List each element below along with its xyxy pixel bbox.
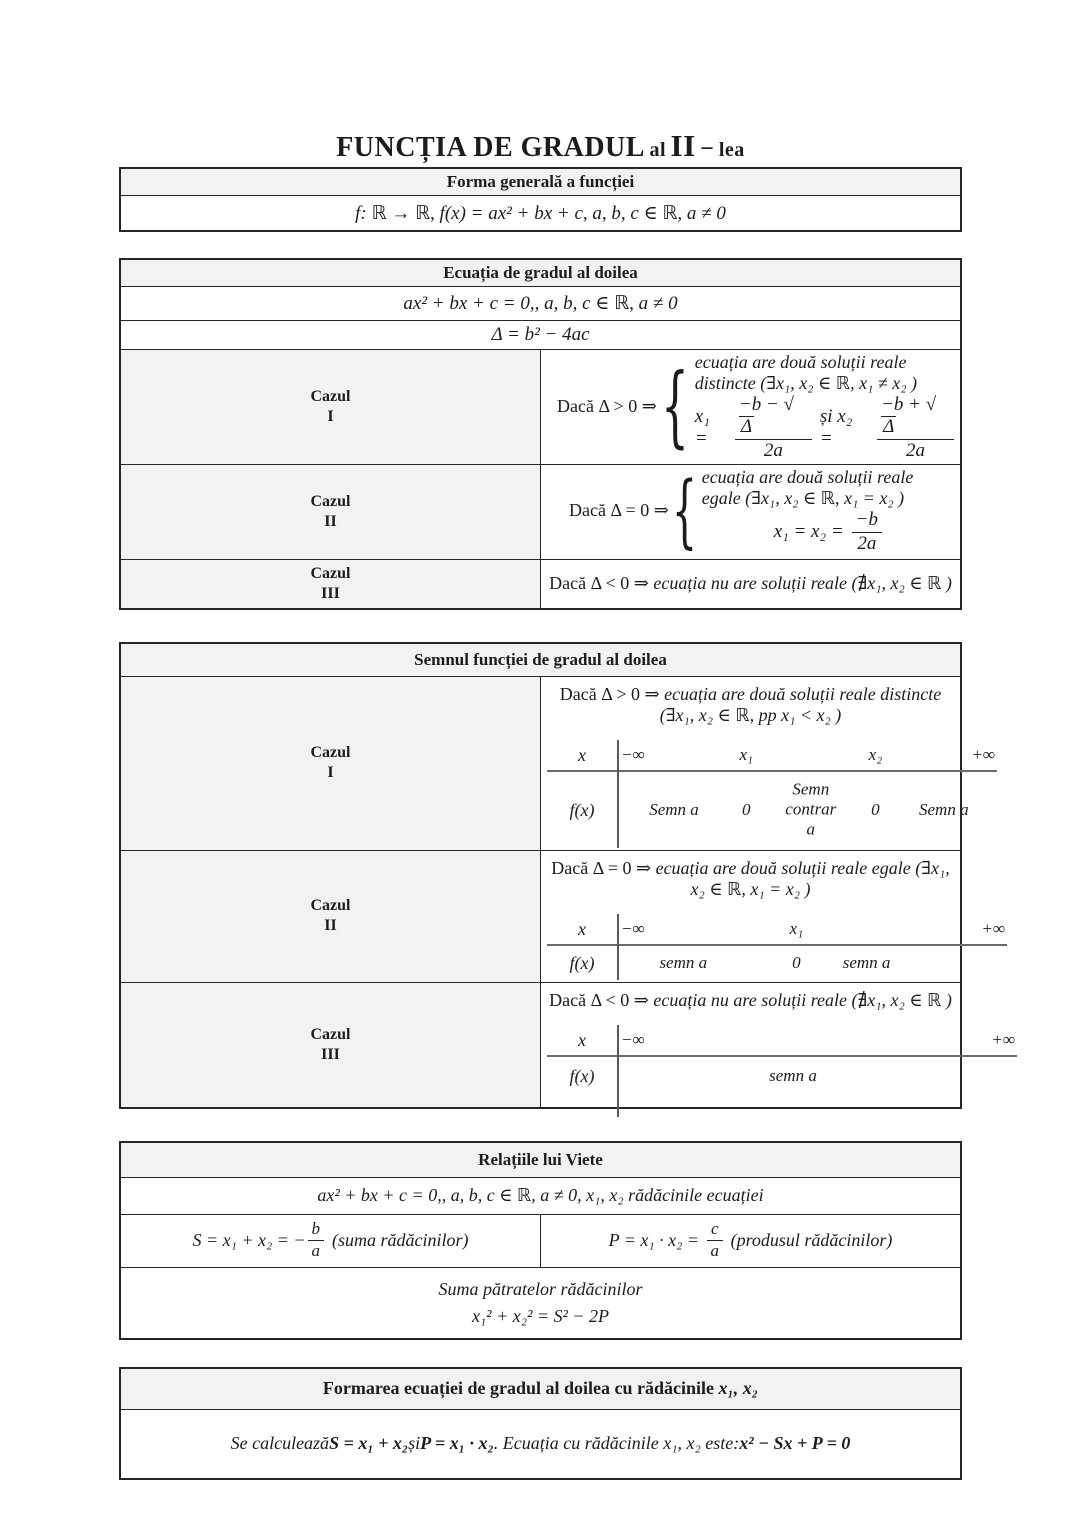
viete-sum-formula (127, 1220, 534, 1260)
sign-case3-condition: Dacă Δ < 0 ⇒ (549, 989, 649, 1010)
sum-pre: S = x₁ + x₂ = − (192, 1230, 306, 1251)
fx-row-label: f(x) (569, 952, 595, 973)
sign-case3-fx-row (547, 1057, 1017, 1095)
si-x2-equals: și x₂ = (819, 406, 853, 450)
sign-case1-condition-line (547, 684, 954, 726)
sign-case2-content (541, 850, 1005, 982)
x-value: x₂ (868, 744, 883, 764)
formarea-body-row (120, 1409, 961, 1479)
page-title (119, 128, 962, 164)
fx-value: semn a (769, 1065, 817, 1085)
case1-condition: Dacă Δ > 0 ⇒ (557, 396, 657, 417)
semnul-table (119, 642, 1015, 1109)
sign-case2-condition-line (547, 858, 954, 900)
case3-line (547, 573, 954, 594)
sign-case1-text: ecuația are două soluții reale distincte (∃x₁, x₂ ∈ ℝ, pp x₁ < x₂ ) (659, 683, 942, 725)
case2-flex (547, 463, 954, 557)
sum-suffix: (suma rădăcinilor) (332, 1230, 469, 1251)
sum-squares-formula: x₁² + x₂² = S² − 2P (471, 1305, 610, 1326)
case2-content (541, 464, 962, 559)
x-row-values (617, 740, 997, 770)
title-main: FUNCȚIA DE GRADUL (336, 132, 645, 163)
sign-case2-fx-row (547, 946, 1007, 980)
formarea-body (127, 1412, 954, 1476)
case3-content (541, 559, 962, 609)
sign-case1-fx-row (547, 772, 997, 848)
case2-label-word: Cazul (310, 492, 351, 510)
forma-formula-row (120, 196, 961, 232)
title-lea: lea (718, 139, 745, 161)
left-brace: { (660, 354, 689, 458)
case2-conclusion: ecuația are două soluții reale egale (∃x₁, x₂ ∈ ℝ, x₁ = x₂ ) (701, 466, 914, 508)
fx-row-values (617, 1057, 1017, 1095)
formarea-body-cell (120, 1409, 961, 1479)
ecuatia-equation: ax² + bx + c = 0,, a, b, c ∈ ℝ, a ≠ 0 (120, 287, 961, 321)
viete-header: Relațiile lui Viete (120, 1142, 961, 1178)
fx-value-stack (785, 779, 836, 840)
x-row-label: x (578, 744, 586, 765)
ecuatia-equation-row (120, 287, 961, 321)
sum-denominator: a (311, 1241, 321, 1261)
x-row-label: x (578, 1029, 586, 1050)
formarea-seg: și (408, 1433, 421, 1454)
formarea-equation: x² − Sx + P = 0 (739, 1433, 851, 1454)
case1-conclusion: ecuația are două soluții reale distincte (∃x₁, x₂ ∈ ℝ, x₁ ≠ x₂ ) (694, 352, 917, 393)
fx-value: semn a (842, 952, 891, 972)
document-content (119, 0, 1015, 1480)
x-value: +∞ (991, 1029, 1015, 1049)
x-value: −∞ (621, 918, 645, 938)
sign-case2-label-word: Cazul (310, 897, 351, 915)
fx-value: semn a (659, 952, 708, 972)
sum-squares-title: Suma pătratelor rădăcinilor (438, 1278, 643, 1299)
case2-numerator: −b (852, 510, 882, 533)
fx-value: Semn a (919, 799, 969, 819)
sign-case1-condition: Dacă Δ > 0 ⇒ (559, 683, 660, 704)
ecuatia-header: Ecuația de gradul al doilea (120, 259, 961, 287)
x1-fraction (735, 395, 812, 462)
case1-content (541, 350, 962, 465)
x-value: −∞ (621, 1029, 645, 1049)
sign-case2-label (120, 850, 541, 982)
discriminant-formula: Δ = b² − 4ac (120, 321, 961, 350)
x-value: x₁ (789, 918, 804, 938)
forma-header-row (120, 168, 961, 196)
product-fraction (707, 1220, 723, 1260)
fx-value: 0 (871, 799, 880, 819)
sign-table-case2 (547, 914, 1007, 980)
sign-case1-content (541, 676, 995, 850)
ecuatia-table (119, 258, 962, 610)
x1-denominator: 2a (763, 439, 783, 461)
forma-header: Forma generală a funcției (120, 168, 961, 196)
x-value: x₁ (739, 744, 753, 764)
formarea-seg: . Ecuația cu rădăcinile x₁, x₂ este: (493, 1433, 740, 1454)
case2-root-formula (774, 510, 882, 555)
case1-roots-formula (695, 395, 954, 462)
viete-sp-row (120, 1214, 961, 1267)
case1-row (120, 350, 961, 465)
x2-denominator: 2a (906, 439, 926, 461)
viete-product-formula (547, 1220, 954, 1260)
x2-numerator (877, 395, 954, 440)
case2-row (120, 464, 961, 559)
x1-radicand: Δ (740, 415, 753, 437)
semnul-header-row (120, 643, 961, 677)
title-roman-numeral: II (670, 128, 696, 163)
viete-header-row (120, 1142, 961, 1178)
sign-case2-text: ecuația are două soluții reale egale (∃x₁, x₂ ∈ ℝ, x₁ = x₂ ) (655, 857, 950, 899)
ecuatia-discriminant-row (120, 321, 961, 350)
x-value: +∞ (971, 744, 995, 764)
x2-fraction (877, 395, 954, 462)
semnul-header: Semnul funcției de gradul al doilea (120, 643, 961, 677)
case1-right (695, 352, 954, 462)
case3-label-word: Cazul (310, 564, 351, 582)
forma-generala-table (119, 167, 962, 232)
viete-table (119, 1141, 962, 1340)
product-numerator: c (707, 1220, 723, 1241)
forma-formula: f: ℝ → ℝ, f(x) = ax² + bx + c, a, b, c ∈ ℝ, a ≠ 0 (120, 196, 961, 232)
formarea-table (119, 1367, 962, 1480)
sign-case3-label (120, 982, 541, 1108)
sign-case3-condition-line (547, 990, 954, 1011)
case3-conclusion: ecuația nu are soluții reale (∄x₁, x₂ ∈ ℝ ) (653, 573, 952, 594)
left-brace: { (671, 463, 697, 557)
x2-radicand: Δ (883, 415, 895, 437)
case2-fraction (852, 510, 882, 555)
title-dash: − (700, 136, 715, 162)
sign-case3-text: ecuația nu are soluții reale (∄x₁, x₂ ∈ ℝ ) (653, 989, 952, 1010)
x1-equals: x₁ = (694, 406, 710, 450)
sign-case3-content (541, 982, 1015, 1108)
viete-equation: ax² + bx + c = 0,, a, b, c ∈ ℝ, a ≠ 0, x₁, x₂ rădăcinile ecuației (120, 1177, 961, 1214)
x-row-values (617, 914, 1007, 944)
sum-fraction (308, 1220, 325, 1260)
formarea-product: P = x₁ · x₂ (420, 1433, 494, 1454)
sign-case2-condition: Dacă Δ = 0 ⇒ (551, 857, 652, 878)
viete-sum-squares-cell (120, 1267, 961, 1339)
fx-row-label: f(x) (569, 799, 595, 820)
formarea-header-row (120, 1368, 961, 1410)
product-suffix: (produsul rădăcinilor) (730, 1230, 893, 1251)
case2-right (702, 467, 954, 555)
case3-label (120, 559, 541, 609)
formarea-sum: S = x₁ + x₂ (329, 1433, 409, 1454)
case2-denominator: 2a (857, 532, 877, 554)
fx-stack-line: contrar (785, 799, 837, 819)
sign-case2-x-row (547, 914, 1007, 946)
case3-row (120, 559, 961, 609)
sign-case2-row (120, 850, 961, 982)
formarea-header-text: Formarea ecuației de gradul al doilea cu rădăcinile (322, 1378, 715, 1399)
case1-label-numeral: I (327, 407, 334, 425)
product-denominator: a (710, 1241, 720, 1261)
x-row-values (617, 1025, 1017, 1055)
fx-value: 0 (741, 799, 751, 819)
case1-label (120, 350, 541, 465)
x-row-label: x (578, 918, 586, 939)
fx-row-label: f(x) (569, 1065, 595, 1086)
sign-case3-label-numeral: III (321, 1045, 340, 1063)
case3-label-numeral: III (321, 584, 340, 602)
sign-case2-label-numeral: II (324, 917, 337, 935)
x-value: −∞ (621, 744, 645, 764)
fx-value: Semn a (649, 799, 699, 819)
fx-value: 0 (792, 952, 801, 972)
product-pre: P = x₁ · x₂ = (608, 1230, 700, 1251)
sum-numerator: b (308, 1220, 325, 1241)
viete-sum-squares-row (120, 1267, 961, 1339)
sign-table-case3 (547, 1025, 1017, 1095)
viete-product-cell (541, 1214, 962, 1267)
sign-case1-label-word: Cazul (310, 744, 351, 762)
x2-numerator-pre: −b + √ (881, 394, 937, 415)
sign-table-case1 (547, 740, 997, 848)
sign-case1-row (120, 676, 961, 850)
sign-case3-x-row (547, 1025, 1017, 1057)
viete-sum-squares (127, 1270, 954, 1336)
case1-label-word: Cazul (310, 387, 351, 405)
x-value: +∞ (981, 918, 1005, 938)
fx-row-values (617, 946, 1007, 980)
fx-stack-line: Semn (792, 779, 830, 799)
viete-sum-cell (120, 1214, 541, 1267)
x1-numerator-pre: −b − √ (738, 394, 794, 415)
ecuatia-header-row (120, 259, 961, 287)
case3-condition: Dacă Δ < 0 ⇒ (549, 573, 649, 594)
sign-case3-row (120, 982, 961, 1108)
sign-case3-label-word: Cazul (310, 1025, 351, 1043)
case2-condition: Dacă Δ = 0 ⇒ (569, 500, 669, 521)
formarea-seg: Se calculează (230, 1433, 330, 1454)
x1-x2-equals: x₁ = x₂ = (773, 521, 844, 543)
formarea-header (120, 1368, 961, 1410)
fx-stack-line: a (806, 819, 816, 839)
title-al: al (649, 139, 667, 161)
sign-case1-label-numeral: I (327, 764, 334, 782)
viete-equation-row (120, 1177, 961, 1214)
x1-numerator (735, 395, 812, 440)
case2-label (120, 464, 541, 559)
case2-label-numeral: II (324, 512, 337, 530)
fx-row-values (617, 772, 997, 848)
sign-case1-x-row (547, 740, 997, 772)
sign-case1-label (120, 676, 541, 850)
case1-flex (547, 352, 954, 462)
formarea-header-roots: x₁, x₂ (718, 1378, 759, 1399)
